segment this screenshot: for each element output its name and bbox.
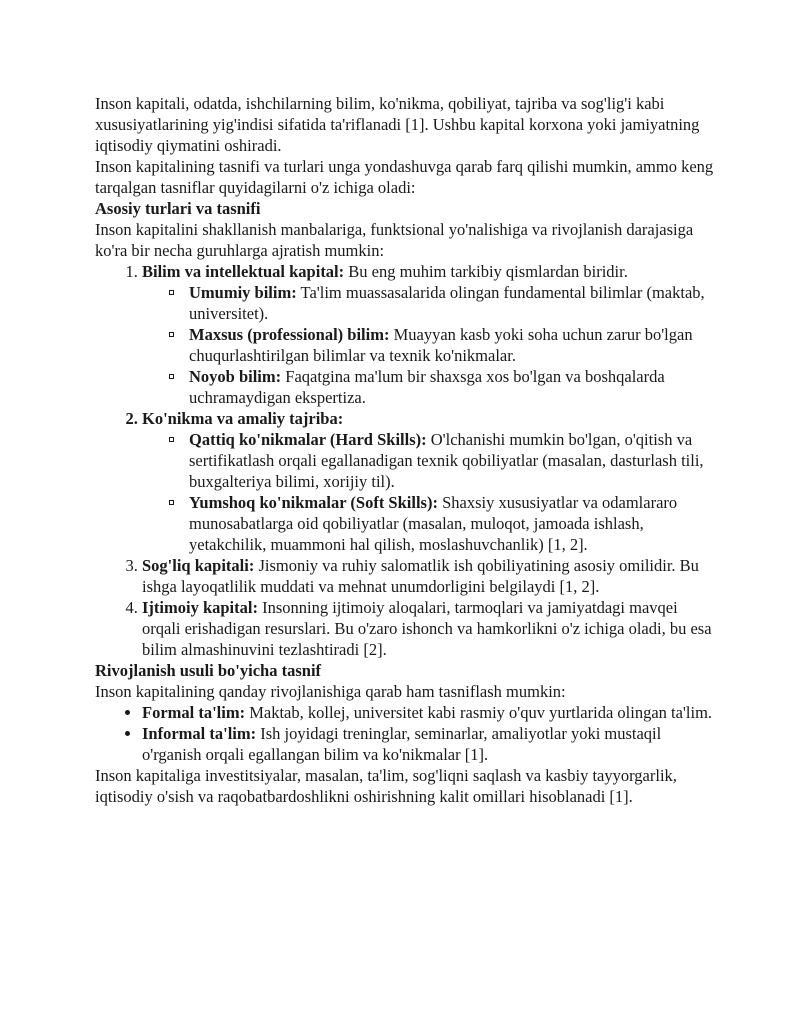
square-bullet-icon xyxy=(169,332,174,337)
main-types-list xyxy=(95,261,715,660)
knowledge-sublist xyxy=(142,282,715,408)
section-intro-main-types: Inson kapitalini shakllanish manbalariga, funktsional yo'nalishiga va rivojlanish darajasiga ko'ra bir necha guruhlarga ajratish mumkin: xyxy=(95,220,694,260)
square-bullet-icon xyxy=(169,437,174,442)
list-item-text: Jismoniy va ruhiy salomatlik ish qobiliyatining asosiy omilidir. Bu ishga layoqatlilik muddati va mehnat unumdorligini belgilaydi [1, 2]. xyxy=(142,556,699,596)
sublist-item xyxy=(189,492,715,555)
development-list xyxy=(95,702,715,765)
list-item-informal xyxy=(142,723,715,765)
section-heading-development: Rivojlanish usuli bo'yicha tasnif xyxy=(95,661,322,680)
list-item-title: Bilim va intellektual kapital: xyxy=(142,262,345,281)
skills-sublist xyxy=(142,429,715,555)
sublist-item-text: Shaxsiy xususiyatlar va odamlararo munosabatlarga oid qobiliyatlar (masalan, muloqot, jamoada ishlash, yetakchilik, muammoni hal qilish, moslashuvchanlik) [1, 2]. xyxy=(189,493,678,554)
sublist-item-text: Ta'lim muassasalarida olingan fundamental bilimlar (maktab, universitet). xyxy=(189,283,705,323)
list-item-title: Informal ta'lim: xyxy=(142,724,257,743)
sublist-item-title: Noyob bilim: xyxy=(189,367,282,386)
list-item-knowledge xyxy=(142,261,715,408)
sublist-item-title: Umumiy bilim: xyxy=(189,283,297,302)
sublist-item-title: Qattiq ko'nikmalar (Hard Skills): xyxy=(189,430,427,449)
sublist-item xyxy=(189,324,715,366)
conclusion-paragraph: Inson kapitaliga investitsiyalar, masalan, ta'lim, sog'liqni saqlash va kasbiy tayyorgarlik, iqtisodiy o'sish va raqobatbardoshlikni oshirishning kalit omillari hisoblanadi [1]. xyxy=(95,766,677,806)
list-item-title: Ko'nikma va amaliy tajriba: xyxy=(142,409,344,428)
list-item-text: Bu eng muhim tarkibiy qismlardan biridir. xyxy=(344,262,628,281)
intro-paragraph-2: Inson kapitalining tasnifi va turlari unga yondashuvga qarab farq qilishi mumkin, ammo keng tarqalgan tasniflar quyidagilarni o'z ichiga oladi: xyxy=(95,157,714,197)
list-item-formal xyxy=(142,702,715,723)
square-bullet-icon xyxy=(169,500,174,505)
list-item-title: Formal ta'lim: xyxy=(142,703,246,722)
sublist-item xyxy=(189,282,715,324)
list-item-text: Ish joyidagi treninglar, seminarlar, amaliyotlar yoki mustaqil o'rganish orqali egallangan bilim va ko'nikmalar [1]. xyxy=(142,724,662,764)
square-bullet-icon xyxy=(169,290,174,295)
sublist-item-title: Maxsus (professional) bilim: xyxy=(189,325,390,344)
list-item-social xyxy=(142,597,715,660)
intro-paragraph-1: Inson kapitali, odatda, ishchilarning bilim, ko'nikma, qobiliyat, tajriba va sog'lig'i kabi xususiyatlarining yig'indisi sifatida ta'riflanadi [1]. Ushbu kapital korxona yoki jamiyatning iqtisodiy qiymatini oshiradi. xyxy=(95,94,700,155)
sublist-item xyxy=(189,429,715,492)
sublist-item-title: Yumshoq ko'nikmalar (Soft Skills): xyxy=(189,493,438,512)
list-item-text: Maktab, kollej, universitet kabi rasmiy o'quv yurtlarida olingan ta'lim. xyxy=(245,703,713,722)
sublist-item-text: Muayyan kasb yoki soha uchun zarur bo'lgan chuqurlashtirilgan bilimlar va texnik ko'nikmalar. xyxy=(189,325,693,365)
square-bullet-icon xyxy=(169,374,174,379)
document-page xyxy=(95,93,715,807)
sublist-item xyxy=(189,366,715,408)
section-heading-main-types: Asosiy turlari va tasnifi xyxy=(95,199,261,218)
sublist-item-text: Faqatgina ma'lum bir shaxsga xos bo'lgan va boshqalarda uchramaydigan ekspertiza. xyxy=(189,367,665,407)
sublist-item-text: O'lchanishi mumkin bo'lgan, o'qitish va sertifikatlash orqali egallanadigan texnik qobiliyatlar (masalan, dasturlash tili, buxgalteriya bilimi, xorijiy til). xyxy=(189,430,704,491)
list-item-title: Ijtimoiy kapital: xyxy=(142,598,258,617)
section-intro-development: Inson kapitalining qanday rivojlanishiga qarab ham tasniflash mumkin: xyxy=(95,682,566,701)
list-item-health xyxy=(142,555,715,597)
list-item-title: Sog'liq kapitali: xyxy=(142,556,255,575)
list-item-text: Insonning ijtimoiy aloqalari, tarmoqlari va jamiyatdagi mavqei orqali erishadigan resurslari. Bu o'zaro ishonch va hamkorlikni o'z ichiga oladi, bu esa bilim almashinuvini tezlashtiradi [2]. xyxy=(142,598,712,659)
list-item-skills xyxy=(142,408,715,555)
